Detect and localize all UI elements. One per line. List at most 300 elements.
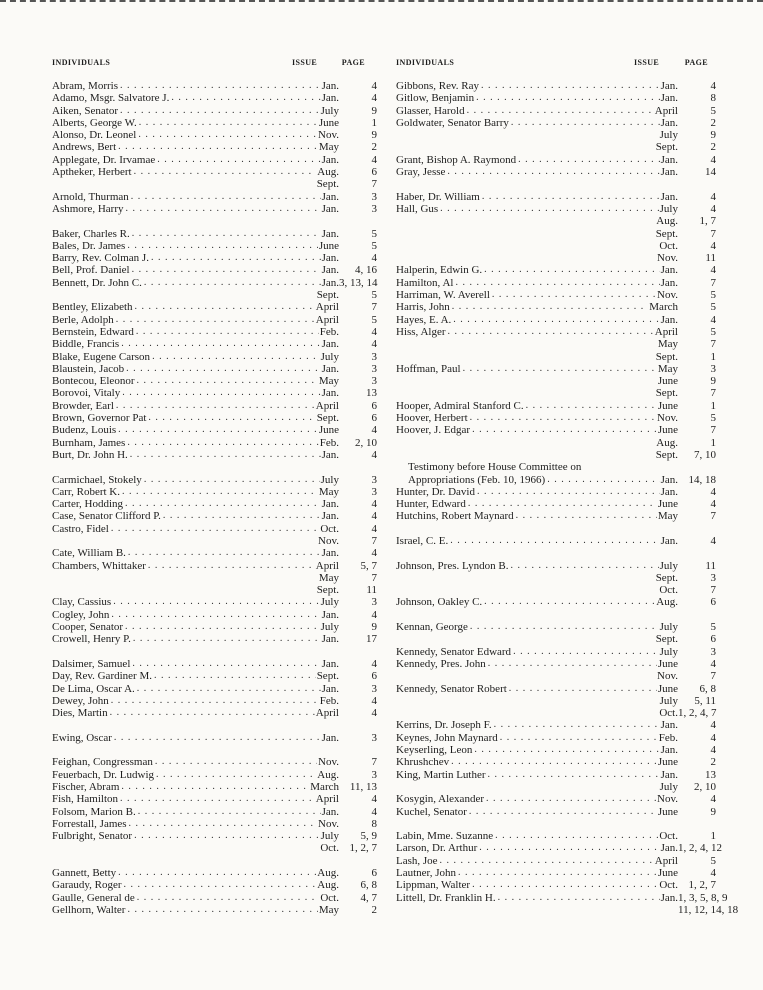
dot-leader	[130, 449, 321, 461]
entry-lead	[396, 646, 678, 658]
entry-issue: April	[315, 301, 339, 314]
entry-page: 7	[371, 571, 377, 584]
entry-name: Larson, Dr. Arthur	[396, 842, 478, 855]
entry-lead	[52, 449, 339, 461]
dot-leader	[470, 412, 656, 424]
entry-name: Harriman, W. Averell	[396, 289, 490, 302]
entry-lead	[396, 756, 678, 768]
entry-name: Johnson, Pres. Lyndon B.	[396, 559, 509, 572]
index-entry	[396, 572, 716, 584]
entry-name: Garaudy, Roger	[52, 879, 122, 892]
index-entry	[396, 633, 716, 645]
entry-lead	[52, 326, 339, 338]
entry-issue: July	[320, 596, 339, 609]
entry-page: 4	[710, 264, 716, 277]
entry-lead	[52, 609, 339, 621]
entry-issue: Aug.	[656, 436, 678, 449]
dot-leader	[477, 486, 660, 498]
index-entry	[52, 178, 377, 190]
entry-name: Clay, Cassius	[52, 596, 112, 609]
entry-page: 5	[710, 621, 716, 634]
dot-leader	[122, 486, 318, 498]
header-issue: ISSUE	[634, 58, 660, 67]
index-entry	[52, 264, 377, 276]
index-entry	[52, 633, 377, 645]
entry-name: Blake, Eugene Carson	[52, 350, 151, 363]
entry-name: Gaulle, General de	[52, 891, 135, 904]
dot-leader	[131, 191, 321, 203]
dot-leader	[451, 756, 657, 768]
index-entry	[52, 301, 377, 313]
entry-name: Johnson, Oakley C.	[396, 596, 483, 609]
entry-lead	[52, 867, 339, 879]
entry-issue: April	[654, 854, 678, 867]
entry-name: Ashmore, Harry	[52, 202, 124, 215]
entry-page: 5	[371, 289, 377, 302]
entry-issue: May	[318, 571, 339, 584]
entry-issue: Jan.	[321, 252, 339, 265]
entry-issue: Aug.	[317, 879, 339, 892]
entry-issue: April	[315, 399, 339, 412]
entry-page: 4	[371, 448, 377, 461]
entry-page: 2	[710, 116, 716, 129]
entry-lead	[396, 732, 678, 744]
entry-name: Hoover, J. Edgar	[396, 424, 471, 437]
index-entry	[396, 867, 716, 879]
dot-leader	[124, 879, 317, 891]
index-entry	[396, 203, 716, 215]
entry-lead	[396, 879, 678, 891]
entry-page: 3	[371, 731, 377, 744]
dot-leader	[154, 670, 316, 682]
entry-issue: Jan.	[321, 202, 339, 215]
entry-page: 9	[371, 129, 377, 142]
index-entry	[396, 474, 716, 486]
entry-page: 3	[371, 362, 377, 375]
index-entry	[52, 351, 377, 363]
index-entry	[396, 387, 716, 399]
entry-page: 8	[371, 817, 377, 830]
dot-leader	[488, 658, 657, 670]
index-entry	[52, 314, 377, 326]
entry-page: 4	[710, 534, 716, 547]
entry-name: Hoffman, Paul	[396, 362, 461, 375]
entry-lead	[52, 769, 339, 781]
dot-leader	[127, 437, 318, 449]
entry-page: 4	[710, 485, 716, 498]
index-entry	[52, 154, 377, 166]
entry-issue: Jan.	[660, 92, 678, 105]
entry-issue: Jan.	[321, 387, 339, 400]
entry-page: 3	[371, 768, 377, 781]
entry-lead	[52, 314, 339, 326]
entry-name: Alonso, Dr. Leonel	[52, 129, 137, 142]
entry-name: Kennan, George	[396, 621, 468, 634]
entry-page: 3	[371, 375, 377, 388]
entry-name: Appropriations (Feb. 10, 1966)	[408, 473, 546, 486]
entry-lead	[396, 793, 678, 805]
index-entry	[396, 289, 716, 301]
entry-lead	[396, 806, 678, 818]
entry-lead	[52, 904, 339, 916]
dot-leader	[171, 92, 320, 104]
entry-name: Fulbright, Senator	[52, 830, 133, 843]
index-entry	[52, 596, 377, 608]
entry-issue: Jan.	[321, 682, 339, 695]
entry-lead	[52, 781, 339, 793]
dot-leader	[118, 141, 318, 153]
entry-page: 4	[371, 793, 377, 806]
entry-page: 7	[710, 338, 716, 351]
entry-name: Aiken, Senator	[52, 104, 118, 117]
index-entry	[396, 732, 716, 744]
entry-page: 5	[710, 412, 716, 425]
top-border	[0, 0, 763, 2]
dot-leader	[151, 252, 321, 264]
entry-name: Lash, Joe	[396, 854, 438, 867]
entry-issue: Sept.	[316, 584, 339, 597]
entry-issue: Jan.	[660, 719, 678, 732]
entry-page: 4	[371, 510, 377, 523]
entry-issue: Jan.	[321, 227, 339, 240]
entry-page: 7	[371, 756, 377, 769]
entry-page: 1, 2, 4, 12	[678, 842, 722, 855]
entry-issue: Jan.	[660, 276, 678, 289]
entry-page: 4	[710, 313, 716, 326]
entry-name: Castro, Fidel	[52, 522, 109, 535]
entry-lead	[396, 892, 678, 904]
entry-issue: July	[320, 473, 339, 486]
index-entry	[396, 584, 716, 596]
entry-name: Feighan, Congressman	[52, 756, 153, 769]
entry-page: 4	[710, 190, 716, 203]
entry-page: 1	[710, 436, 716, 449]
entry-issue: Feb.	[658, 731, 678, 744]
index-entry	[396, 437, 716, 449]
entry-name: Hutchins, Robert Maynard	[396, 510, 514, 523]
entry-page: 5, 9	[360, 830, 377, 843]
entry-page: 4	[371, 498, 377, 511]
dot-leader	[138, 129, 317, 141]
entry-issue: July	[659, 202, 678, 215]
entry-page: 14, 18	[688, 473, 716, 486]
index-entry	[396, 769, 716, 781]
entry-page: 4	[710, 153, 716, 166]
entry-page: 13	[705, 768, 716, 781]
entry-issue: Jan.	[660, 744, 678, 757]
entry-issue: Jan.	[321, 190, 339, 203]
dot-leader	[450, 535, 659, 547]
index-entry	[52, 867, 377, 879]
entry-name: Chambers, Whittaker	[52, 559, 146, 572]
entry-page: 6	[371, 412, 377, 425]
entry-name: Borovoi, Vitaly	[52, 387, 121, 400]
index-entry	[396, 596, 716, 608]
dot-leader	[125, 203, 320, 215]
index-entry	[396, 498, 716, 510]
entry-issue: May	[657, 510, 678, 523]
dot-leader	[500, 732, 658, 744]
dot-leader	[452, 301, 649, 313]
dot-leader	[148, 412, 315, 424]
index-entry	[396, 80, 716, 92]
entry-name: Kosygin, Alexander	[396, 793, 484, 806]
entry-lead	[396, 658, 678, 670]
index-entry	[396, 326, 716, 338]
entry-name: Testimony before House Committee on	[408, 461, 582, 474]
entry-page: 2, 10	[355, 436, 377, 449]
index-entry	[52, 105, 377, 117]
entry-issue: March	[649, 301, 678, 314]
entry-page: 4	[371, 608, 377, 621]
entry-issue: June	[318, 424, 339, 437]
index-entry	[396, 560, 716, 572]
entry-lead	[396, 301, 678, 313]
dot-leader	[121, 338, 320, 350]
entry-lead	[52, 264, 339, 276]
dot-leader	[118, 867, 316, 879]
index-entry	[52, 277, 377, 289]
entry-name: Bell, Prof. Daniel	[52, 264, 130, 277]
entry-page: 14	[705, 166, 716, 179]
entry-page: 6, 8	[360, 879, 377, 892]
entry-lead	[52, 375, 339, 387]
index-entry	[396, 621, 716, 633]
entry-issue: Feb.	[319, 694, 339, 707]
entry-name: Gibbons, Rev. Ray	[396, 80, 480, 92]
entry-page: 7	[710, 227, 716, 240]
dot-leader	[144, 474, 320, 486]
entry-page: 9	[710, 375, 716, 388]
entry-page: 4, 16	[355, 264, 377, 277]
dot-leader	[110, 707, 315, 719]
entry-lead	[52, 228, 339, 240]
entry-lead	[52, 683, 339, 695]
entry-issue: Jan.	[321, 276, 339, 289]
entry-issue: Oct.	[659, 879, 678, 892]
entry-issue: Jan.	[321, 264, 339, 277]
entry-issue: May	[318, 485, 339, 498]
index-entry	[52, 498, 377, 510]
entry-issue: July	[320, 104, 339, 117]
dot-leader	[492, 289, 656, 301]
entry-page: 1, 3, 5, 8, 9	[678, 891, 728, 904]
entry-issue: April	[315, 313, 339, 326]
dot-leader	[132, 228, 321, 240]
entry-name: Berle, Adolph	[52, 313, 114, 326]
dot-leader	[463, 363, 657, 375]
index-column-left	[52, 58, 377, 916]
entry-issue: Jan.	[660, 166, 678, 179]
dot-leader	[472, 879, 658, 891]
index-entry	[396, 141, 716, 153]
entry-issue: July	[320, 350, 339, 363]
index-entries-right	[396, 80, 739, 916]
index-entry	[52, 769, 377, 781]
index-entry	[52, 707, 377, 719]
entry-issue: Oct.	[659, 584, 678, 597]
entry-name: Burnham, James	[52, 436, 126, 449]
entry-issue: Sept.	[655, 571, 678, 584]
index-entry	[52, 486, 377, 498]
dot-leader	[513, 646, 659, 658]
entry-issue: May	[318, 141, 339, 154]
entry-name: Barry, Rev. Colman J.	[52, 252, 149, 265]
dot-leader	[498, 892, 660, 904]
dot-leader	[133, 633, 321, 645]
entry-lead	[396, 769, 678, 781]
entry-page: 6	[371, 670, 377, 683]
entry-page: 4	[710, 80, 716, 92]
entry-lead	[396, 264, 678, 276]
dot-leader	[128, 547, 321, 559]
index-entry	[396, 670, 716, 682]
entry-lead	[52, 523, 339, 535]
index-entry	[396, 830, 716, 842]
dot-leader	[516, 510, 657, 522]
entry-lead	[396, 326, 678, 338]
entry-issue: June	[657, 424, 678, 437]
entry-name: Hiss, Alger	[396, 325, 446, 338]
entry-name: Dies, Martin	[52, 707, 108, 720]
entry-name: Kuchel, Senator	[396, 805, 467, 818]
entry-page: 7	[371, 534, 377, 547]
dot-leader	[144, 277, 321, 289]
header-issue: ISSUE	[292, 58, 318, 67]
index-entry	[396, 793, 716, 805]
dot-leader	[137, 683, 321, 695]
entry-issue: Jan.	[321, 338, 339, 351]
entry-issue: May	[318, 903, 339, 916]
entry-issue: Jan.	[321, 92, 339, 105]
entry-name: Carter, Hodding	[52, 498, 124, 511]
entry-issue: April	[315, 793, 339, 806]
index-entry	[396, 363, 716, 375]
entry-page: 3	[371, 596, 377, 609]
entry-name: Cooper, Senator	[52, 621, 124, 634]
dot-leader	[111, 609, 320, 621]
entry-page: 9	[371, 104, 377, 117]
entry-name: Halperin, Edwin G.	[396, 264, 483, 277]
entry-lead	[52, 707, 339, 719]
entry-issue: Jan.	[321, 510, 339, 523]
dot-leader	[440, 855, 654, 867]
dot-leader	[121, 781, 309, 793]
entry-name: Gellhorn, Walter	[52, 903, 126, 916]
entry-issue: Oct.	[320, 522, 339, 535]
index-entry	[52, 879, 377, 891]
index-entry	[52, 191, 377, 203]
entry-issue: Jan.	[660, 891, 678, 904]
entry-lead	[52, 424, 339, 436]
entry-page: 4	[710, 239, 716, 252]
index-entry	[396, 92, 716, 104]
entry-issue: Aug.	[317, 768, 339, 781]
entry-name: Hall, Gus	[396, 202, 439, 215]
entry-lead	[396, 560, 678, 572]
entry-name: Grant, Bishop A. Raymond	[396, 153, 517, 166]
header-individuals: INDIVIDUALS	[396, 58, 455, 67]
entry-name: Kennedy, Pres. John	[396, 657, 486, 670]
entry-issue: Oct.	[320, 891, 339, 904]
entry-name: Lautner, John	[396, 867, 457, 879]
index-entry	[52, 141, 377, 153]
entry-issue: Jan.	[321, 547, 339, 560]
entry-page: 5	[710, 854, 716, 867]
index-entry	[396, 756, 716, 768]
entry-page: 4	[710, 498, 716, 511]
index-entry	[396, 486, 716, 498]
entry-issue: Jan.	[321, 362, 339, 375]
entry-page: 4	[371, 325, 377, 338]
entry-name: Aptheker, Herbert	[52, 166, 132, 179]
header-page: PAGE	[341, 58, 365, 67]
dot-leader	[122, 387, 320, 399]
entry-page: 4	[710, 793, 716, 806]
dot-leader	[116, 314, 315, 326]
entry-lead	[52, 338, 339, 350]
entry-page: 3	[371, 485, 377, 498]
index-entry	[396, 215, 716, 227]
entry-lead	[52, 695, 339, 707]
entry-issue: Jan.	[660, 768, 678, 781]
entry-lead	[52, 510, 339, 522]
entry-issue: Jan.	[660, 190, 678, 203]
entry-page: 2	[710, 141, 716, 154]
dot-leader	[476, 92, 659, 104]
entry-page: 6	[710, 596, 716, 609]
index-entry	[52, 363, 377, 375]
entry-lead	[52, 633, 339, 645]
entry-page: 4	[371, 657, 377, 670]
entry-name: Blaustein, Jacob	[52, 362, 125, 375]
entry-name: Hunter, Edward	[396, 498, 466, 511]
entry-page: 6	[371, 166, 377, 179]
entry-issue: Sept.	[316, 289, 339, 302]
dot-leader	[467, 105, 654, 117]
entry-name: Forrestall, James	[52, 817, 127, 830]
index-entry	[52, 818, 377, 830]
entry-page: 3	[371, 350, 377, 363]
entry-name: King, Martin Luther	[396, 768, 486, 781]
index-entry	[52, 658, 377, 670]
entry-page: 2	[710, 756, 716, 769]
dot-leader	[156, 769, 316, 781]
dot-leader	[488, 769, 660, 781]
index-entry	[396, 707, 716, 719]
entry-page: 5	[371, 227, 377, 240]
entry-issue: Oct.	[659, 830, 678, 843]
index-entry	[52, 695, 377, 707]
entry-issue: Nov.	[657, 252, 678, 265]
entry-page: 3	[371, 682, 377, 695]
entry-page: 8	[710, 92, 716, 105]
entry-name: Browder, Earl	[52, 399, 114, 412]
dot-leader	[440, 203, 658, 215]
entry-lead	[52, 670, 339, 682]
entry-issue: April	[654, 104, 678, 117]
entry-page: 9	[371, 621, 377, 634]
entry-page: 4	[710, 867, 716, 879]
entry-lead	[52, 658, 339, 670]
entry-name: Cate, William B.	[52, 547, 126, 560]
entry-issue: Jan.	[321, 448, 339, 461]
entry-lead	[396, 166, 678, 178]
entry-lead	[52, 560, 339, 572]
entry-issue: Nov.	[657, 289, 678, 302]
dot-leader	[509, 683, 657, 695]
entry-name: Day, Rev. Gardiner M.	[52, 670, 152, 683]
